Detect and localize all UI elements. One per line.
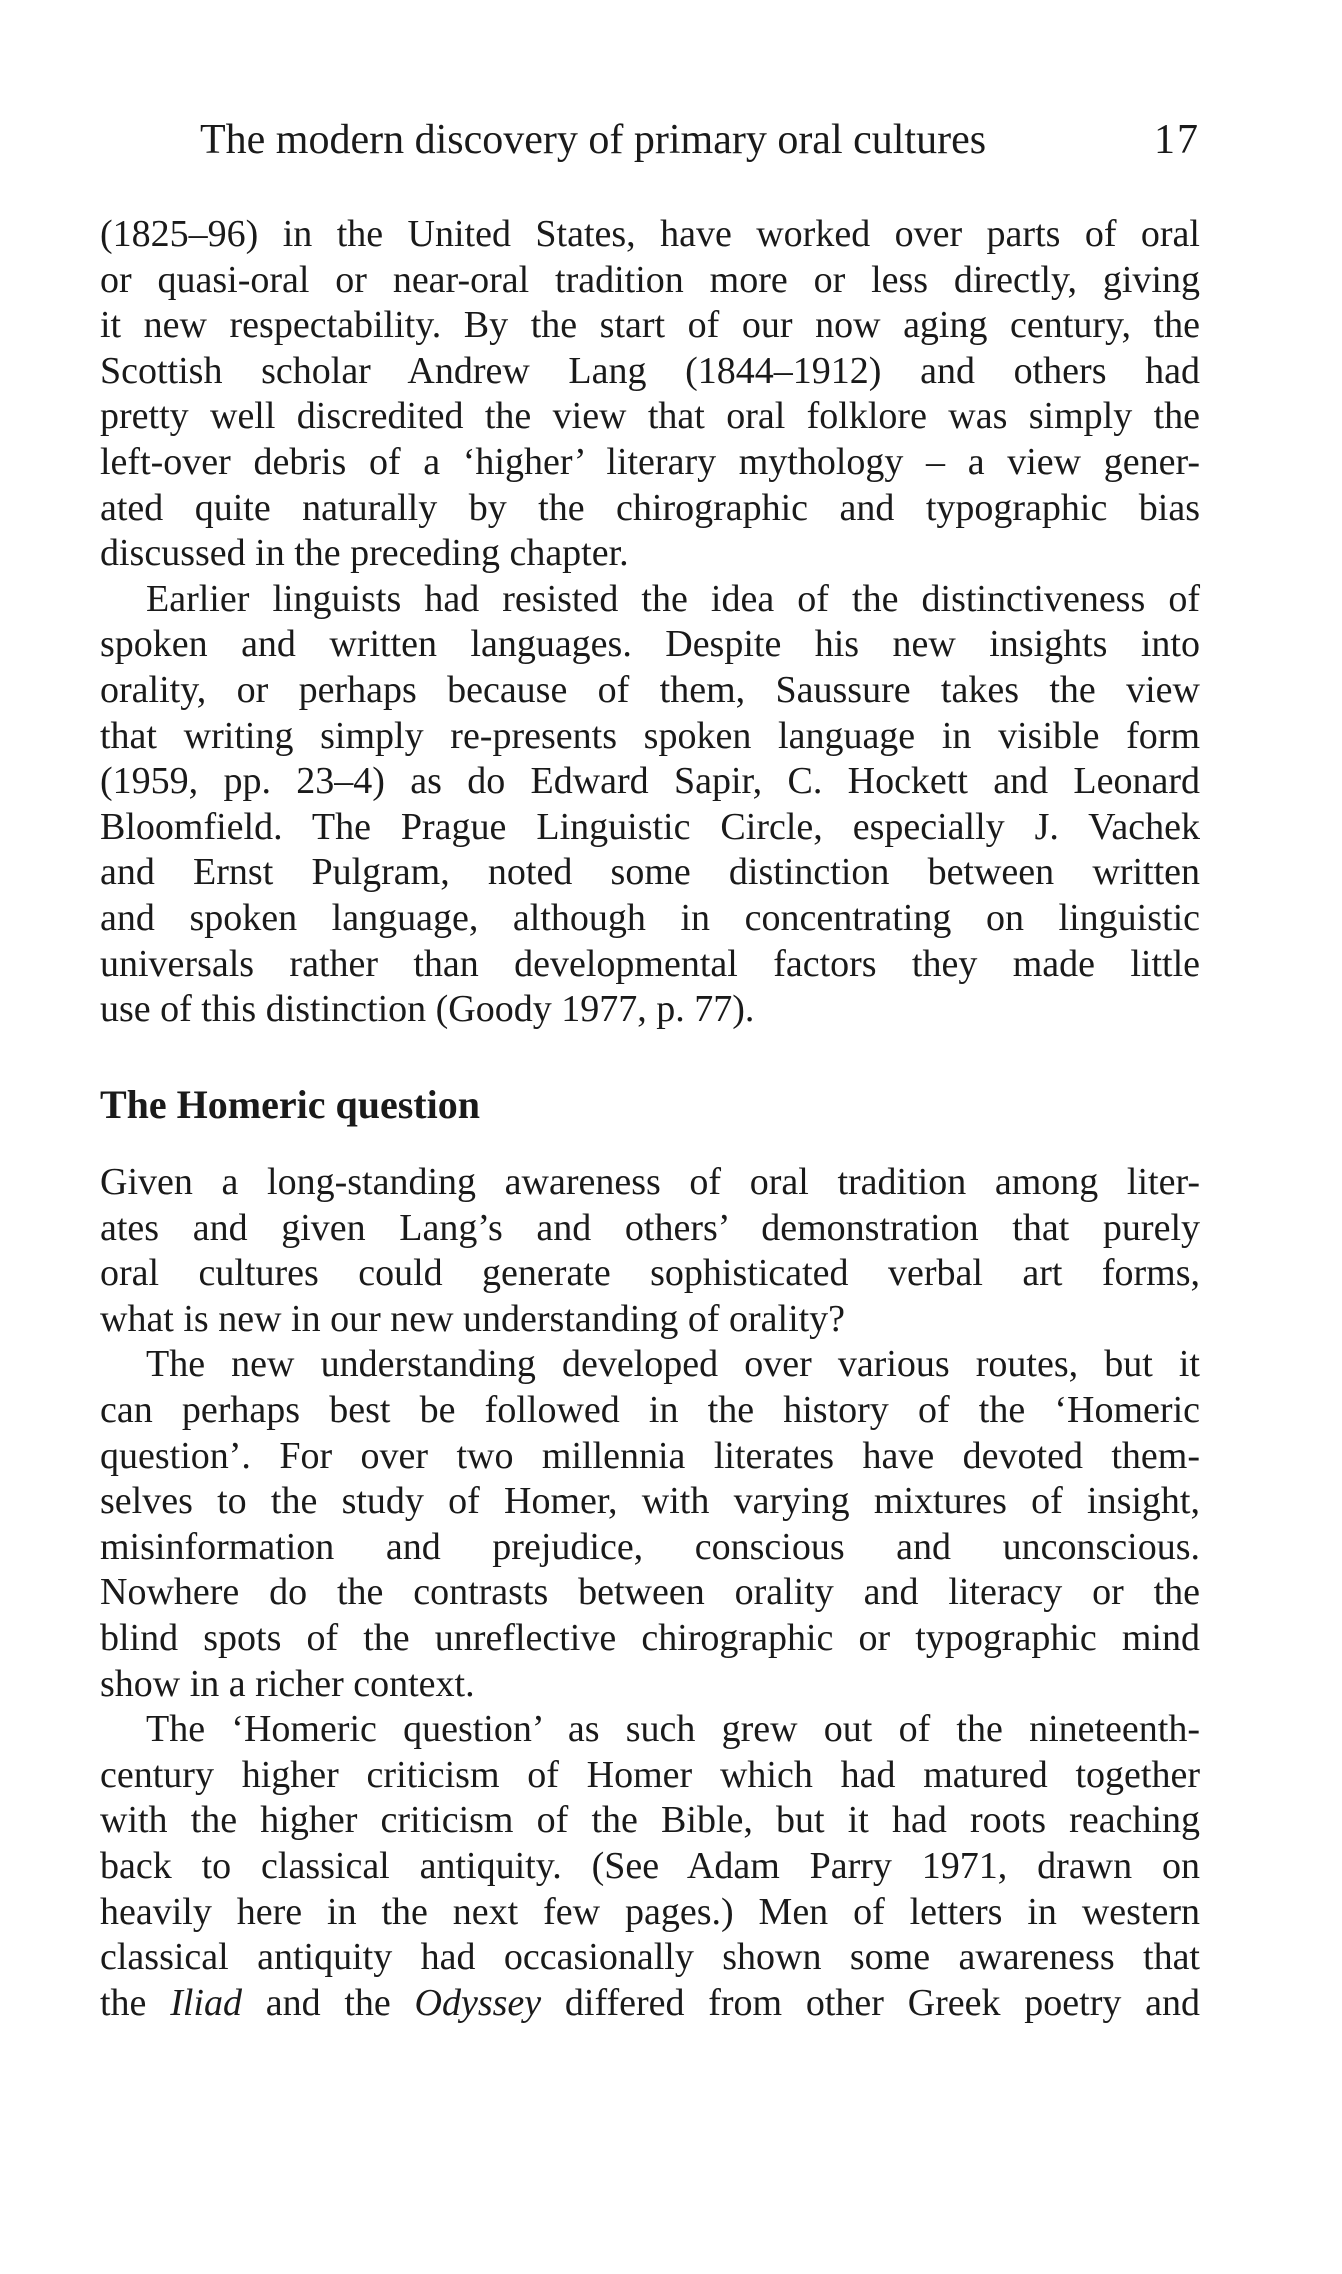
- page-number: 17: [1154, 117, 1200, 163]
- section-heading: The Homeric question: [100, 1082, 480, 1127]
- text-line: spoken and written languages. Despite his new insights into: [100, 623, 1200, 666]
- text-line: Bloomfield. The Prague Linguistic Circle, especially J. Vachek: [100, 805, 1200, 848]
- text-line: Scottish scholar Andrew Lang (1844–1912) and others had: [100, 349, 1200, 392]
- text-line: what is new in our new understanding of orality?: [100, 1297, 846, 1340]
- text-line: back to classical antiquity. (See Adam Parry 1971, drawn on: [100, 1844, 1200, 1887]
- text-line: question’. For over two millennia literates have devoted them-: [100, 1434, 1200, 1477]
- text-line: century higher criticism of Homer which had matured together: [100, 1753, 1200, 1796]
- text-line: can perhaps best be followed in the history of the ‘Homeric: [100, 1388, 1200, 1431]
- text-line: discussed in the preceding chapter.: [100, 532, 629, 575]
- text-line: use of this distinction (Goody 1977, p. 77).: [100, 988, 755, 1031]
- text-line: blind spots of the unreflective chirographic or typographic mind: [100, 1616, 1200, 1659]
- text-fragment: the: [100, 1981, 171, 2024]
- text-fragment: differed from other Greek poetry and: [541, 1981, 1200, 2024]
- body-text-section-two: [100, 1160, 1200, 2026]
- text-line: oral cultures could generate sophisticated verbal art forms,: [100, 1252, 1200, 1295]
- text-line: misinformation and prejudice, conscious and unconscious.: [100, 1525, 1200, 1568]
- text-line: classical antiquity had occasionally shown some awareness that: [100, 1936, 1200, 1979]
- text-line: that writing simply re-presents spoken language in visible form: [100, 714, 1200, 757]
- body-text-section-one: [100, 212, 1200, 1033]
- running-head: [200, 112, 1200, 168]
- text-line: and Ernst Pulgram, noted some distinction between written: [100, 851, 1200, 894]
- italic-title-odyssey: Odyssey: [414, 1981, 542, 2024]
- text-line: and spoken language, although in concentrating on linguistic: [100, 896, 1200, 939]
- text-line: it new respectability. By the start of our now aging century, the: [100, 304, 1200, 347]
- text-line: selves to the study of Homer, with varying mixtures of insight,: [100, 1480, 1200, 1523]
- text-line: Nowhere do the contrasts between orality and literacy or the: [100, 1571, 1200, 1614]
- text-line: The ‘Homeric question’ as such grew out of the nineteenth-: [146, 1708, 1200, 1751]
- text-line: pretty well discredited the view that oral folklore was simply the: [100, 395, 1200, 438]
- text-line: The new understanding developed over various routes, but it: [146, 1343, 1200, 1386]
- text-line: or quasi-oral or near-oral tradition more or less directly, giving: [100, 258, 1200, 301]
- text-line: show in a richer context.: [100, 1662, 475, 1705]
- text-line: Given a long-standing awareness of oral tradition among liter-: [100, 1161, 1200, 1203]
- text-line: (1959, pp. 23–4) as do Edward Sapir, C. Hockett and Leonard: [100, 760, 1200, 803]
- text-line: left-over debris of a ‘higher’ literary mythology – a view gener-: [100, 440, 1200, 483]
- text-line: ated quite naturally by the chirographic and typographic bias: [100, 486, 1200, 529]
- text-line: (1825–96) in the United States, have worked over parts of oral: [100, 213, 1200, 255]
- text-line: heavily here in the next few pages.) Men of letters in western: [100, 1890, 1200, 1933]
- running-head-title: The modern discovery of primary oral cultures: [200, 117, 987, 163]
- italic-title-iliad: Iliad: [170, 1981, 242, 2024]
- text-line: universals rather than developmental factors they made little: [100, 942, 1200, 985]
- text-line: ates and given Lang’s and others’ demonstration that purely: [100, 1206, 1200, 1249]
- text-line: with the higher criticism of the Bible, but it had roots reaching: [100, 1799, 1200, 1842]
- text-line: Earlier linguists had resisted the idea of the distinctiveness of: [146, 577, 1200, 620]
- text-fragment: and the: [241, 1981, 415, 2024]
- text-line-final: [100, 1981, 1200, 2027]
- text-line: orality, or perhaps because of them, Saussure takes the view: [100, 668, 1200, 711]
